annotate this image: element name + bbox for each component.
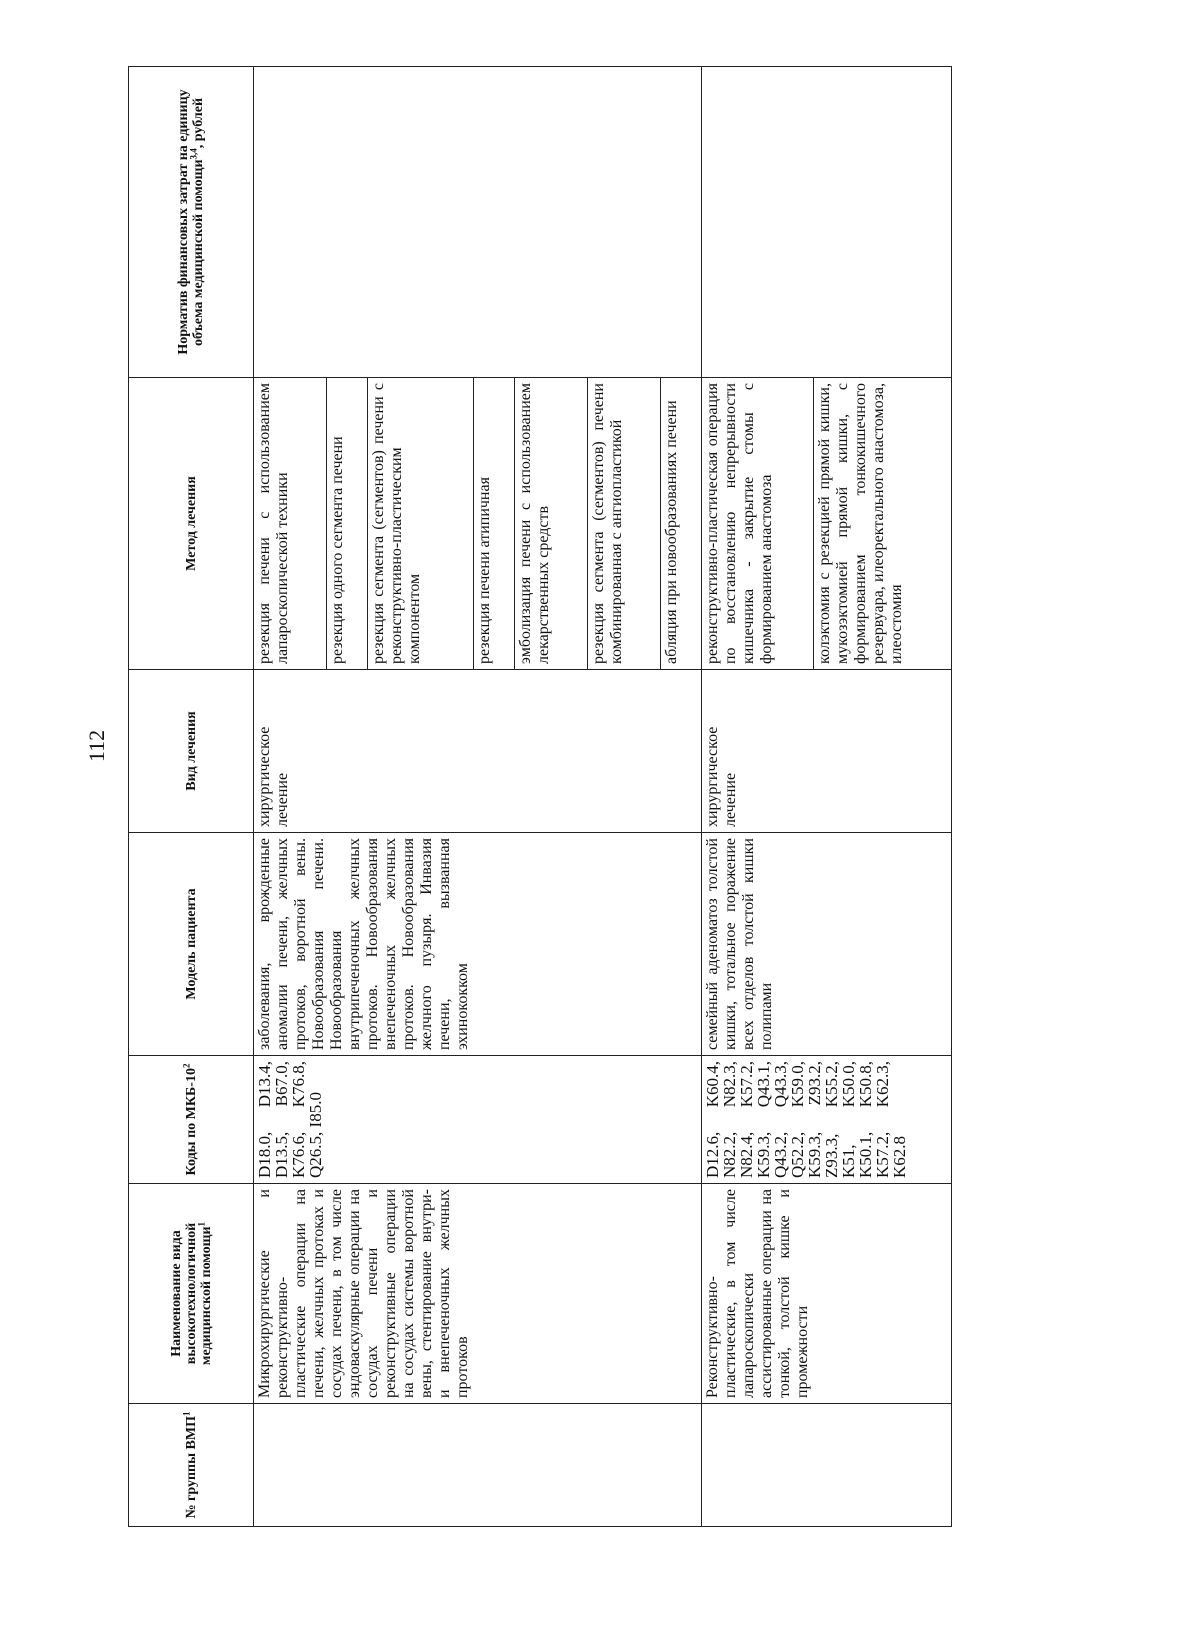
cell-methods [702,378,952,670]
method-item: эмболизация печени с использованием лекарственных средств [514,378,587,669]
header-row [129,67,254,1527]
cell-codes: D18.0, D13.4, D13.5, B67.0, K76.6, K76.8, Q26.5, I85.0 [254,1056,702,1184]
cell-name: Реконструктивно-пластические, в том числе лапароскопически ассистированные операции на тонкой, толстой кишке и промежности [702,1184,952,1404]
header-norm: Норматив финансовых затрат на единицу объема медицинской помощи$^{3,4}$, рублей [129,67,254,378]
method-item: резекция печени атипичная [473,378,514,669]
cell-group [702,1404,952,1527]
page-number: 112 [84,729,109,762]
table-row [702,67,952,1527]
cell-name: Микрохирургические и реконструктивно-пластические операции на печени, желчных протоках и сосудах печени, в том числе эндоваскулярные операции на сосудах печени и реконструктивные операции на сосудах системы воротной вены, стентирование внутри- и внепеченочных желчных протоков [254,1184,702,1404]
cell-group [254,1404,702,1527]
cell-type: хирургическое лечение [702,670,952,833]
cell-type: хирургическое лечение [254,670,702,833]
cell-codes: D12.6, K60.4, N82.2, N82.3, N82.4, K57.2, K59.3, Q43.1, Q43.2, Q43.3, Q52.2, K59.0, K59.3, Z93.2, Z93.3, K55.2, K51, K50.0, K50.1, K50.8, K57.2, K62.3, K62.8 [702,1056,952,1184]
cell-model: семейный аденоматоз толстой кишки, тотальное поражение всех отделов толстой кишки полипами [702,833,952,1056]
table-row [254,67,702,1527]
methods-list [702,378,951,669]
methods-list [254,378,701,669]
method-item: резекция сегмента (сегментов) печени комбинированная с ангиопластикой [587,378,660,669]
method-item: колэктомия с резекцией прямой кишки, мукозэктомией прямой кишки, с формированием тонкокишечного резервуара, илеоректального анастомоза, илеостомия [815,383,905,664]
cell-norm [702,67,952,378]
method-item: реконструктивно-пластическая операция по восстановлению непрерывности кишечника - закрытие стомы с формированием анастомоза [702,378,813,669]
method-item: абляция при новообразованиях печени [663,400,681,664]
method-item: резекция сегмента (сегментов) печени с реконструктивно-пластическим компонентом [368,378,473,669]
vmp-table [128,66,952,1527]
header-codes: Коды по МКБ-$10^2$ [129,1056,254,1184]
header-group: № группы ВМП$^1$ [129,1404,254,1527]
header-type: Вид лечения [129,670,254,833]
rotated-table-area [128,67,951,1527]
method-item: резекция одного сегмента печени [326,378,367,669]
cell-methods [254,378,702,670]
header-model: Модель пациента [129,833,254,1056]
method-item: резекция печени с использованием лапароскопической техники [254,378,326,669]
header-name: Наименование вида высокотехнологичной медицинской помощи$^1$ [129,1184,254,1404]
header-method: Метод лечения [129,378,254,670]
cell-norm [254,67,702,378]
cell-model: заболевания, врожденные аномалии печени, желчных протоков, воротной вены. Новообразования печени. Новообразования внутрипеченочных желчных протоков. Новообразования внепеченочных желчных протоков. Новообразования желчного пузыря. Инвазия печени, вызванная эхинококком [254,833,702,1056]
